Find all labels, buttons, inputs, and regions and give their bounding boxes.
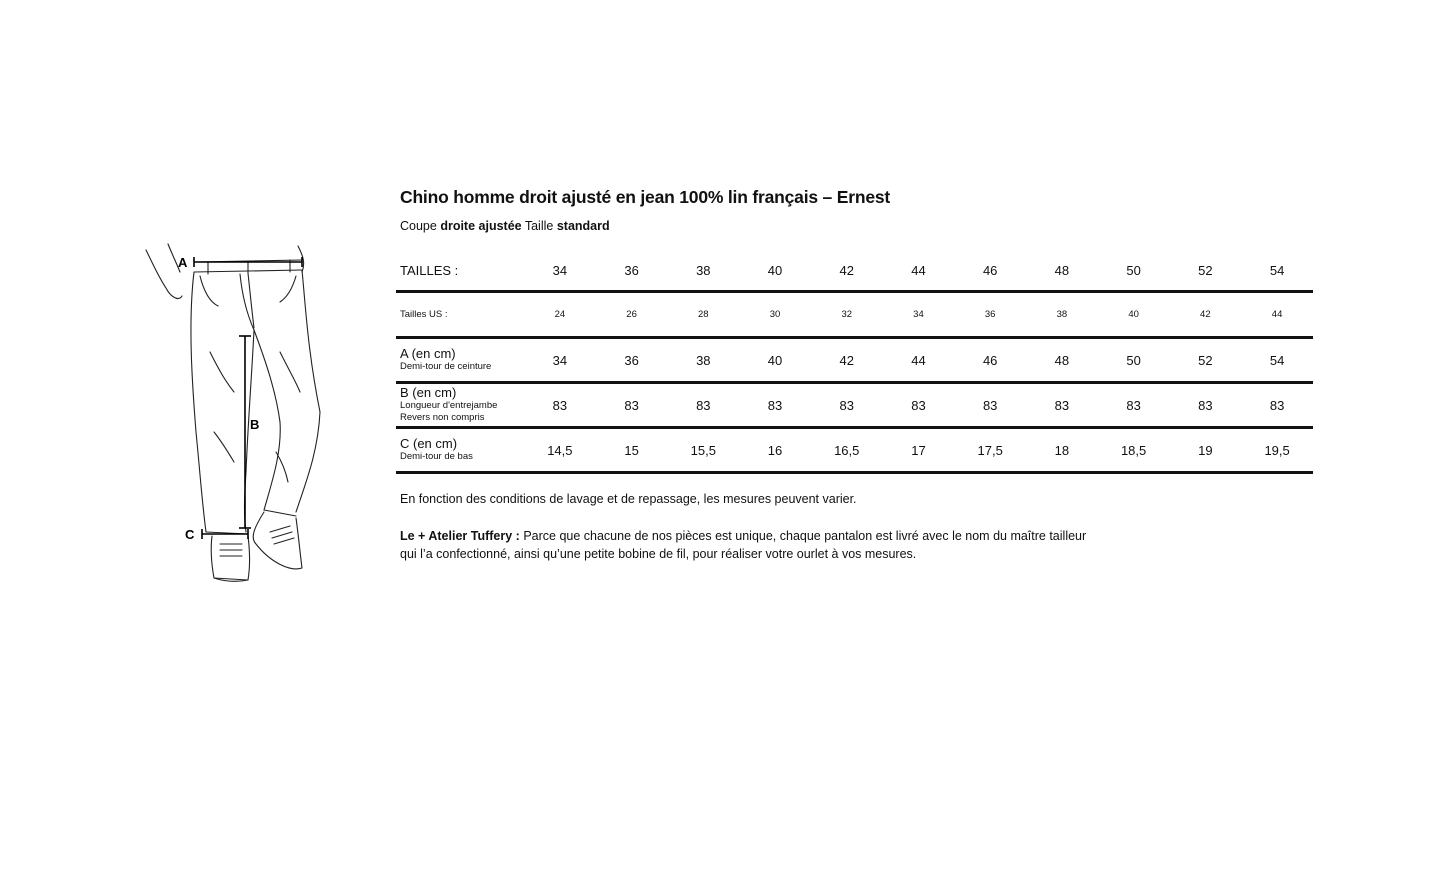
value-cell: 17	[883, 428, 955, 473]
value-cell: 42	[811, 338, 883, 383]
row-a-label: A (en cm)	[400, 346, 456, 361]
value-cell: 16,5	[811, 428, 883, 473]
value-cell: 46	[954, 338, 1026, 383]
size-cell: 34	[552, 262, 568, 278]
measure-label-a: A	[178, 255, 188, 270]
value-cell: 19	[1169, 428, 1241, 473]
us-sizes-label: Tailles US :	[396, 292, 524, 338]
coupe-label: Coupe	[400, 219, 437, 233]
value-cell: 52	[1169, 338, 1241, 383]
us-size-cell: 32	[811, 292, 883, 338]
row-b-label: B (en cm)	[400, 385, 457, 400]
value-cell: 18,5	[1098, 428, 1170, 473]
us-size-cell: 24	[524, 292, 596, 338]
value-cell: 83	[1098, 383, 1170, 428]
value-cell: 17,5	[954, 428, 1026, 473]
us-size-cell: 40	[1098, 292, 1170, 338]
value-cell: 44	[883, 338, 955, 383]
row-b-sublabel-2: Revers non compris	[400, 412, 485, 423]
row-a-label-cell	[396, 338, 524, 383]
value-cell: 83	[1026, 383, 1098, 428]
size-cell: 42	[839, 262, 854, 278]
product-subtitle	[400, 219, 610, 233]
value-cell: 83	[524, 383, 596, 428]
coupe-value: droite ajustée	[440, 219, 522, 233]
atelier-note	[400, 527, 1100, 563]
size-cell: 44	[911, 262, 926, 278]
value-cell: 83	[883, 383, 955, 428]
us-size-cell: 38	[1026, 292, 1098, 338]
value-cell: 40	[739, 338, 811, 383]
size-cell: 52	[1198, 262, 1213, 278]
us-size-cell: 44	[1241, 292, 1313, 338]
sizes-label: TAILLES :	[400, 262, 459, 278]
value-cell: 83	[1169, 383, 1241, 428]
taille-label: Taille	[524, 219, 554, 233]
value-cell: 83	[739, 383, 811, 428]
row-a-sublabel: Demi-tour de ceinture	[400, 361, 492, 372]
atelier-note-label: Le + Atelier Tuffery :	[400, 529, 520, 543]
us-size-cell: 28	[667, 292, 739, 338]
size-table	[396, 250, 1313, 474]
value-cell: 83	[811, 383, 883, 428]
row-b-label-cell	[396, 383, 524, 428]
value-cell: 83	[596, 383, 668, 428]
trousers-illustration	[130, 232, 340, 592]
size-cell: 40	[767, 262, 783, 278]
us-size-cell: 30	[739, 292, 811, 338]
table-row-sizes	[396, 250, 1313, 292]
size-cell: 46	[982, 262, 998, 278]
atelier-note-text: Parce que chacune de nos pièces est unique, chaque pantalon est livré avec le nom du maître tailleur qui l’a confectionné, ainsi qu’une petite bobine de fil, pour réaliser votre ourlet à vos mesures.	[400, 529, 1087, 561]
value-cell: 54	[1241, 338, 1313, 383]
value-cell: 83	[667, 383, 739, 428]
us-size-cell: 26	[596, 292, 668, 338]
measure-label-b: B	[250, 417, 260, 432]
size-cell: 50	[1126, 262, 1141, 278]
value-cell: 83	[1241, 383, 1313, 428]
us-size-cell: 34	[883, 292, 955, 338]
value-cell: 48	[1026, 338, 1098, 383]
value-cell: 34	[524, 338, 596, 383]
trousers-drawing	[130, 232, 340, 592]
table-row-us-sizes	[396, 292, 1313, 338]
us-size-cell: 36	[954, 292, 1026, 338]
value-cell: 16	[739, 428, 811, 473]
value-cell: 14,5	[524, 428, 596, 473]
table-row-a	[396, 338, 1313, 383]
row-c-label: C (en cm)	[400, 436, 458, 451]
size-cell: 48	[1054, 262, 1070, 278]
taille-value: standard	[556, 219, 610, 233]
measure-label-c: C	[185, 527, 195, 542]
row-c-label-cell	[396, 428, 524, 473]
value-cell: 18	[1026, 428, 1098, 473]
us-size-cell: 42	[1169, 292, 1241, 338]
value-cell: 50	[1098, 338, 1170, 383]
table-row-c	[396, 428, 1313, 473]
product-title: Chino homme droit ajusté en jean 100% lin français – Ernest	[400, 187, 891, 207]
size-cell: 54	[1269, 262, 1285, 278]
value-cell: 19,5	[1241, 428, 1313, 473]
value-cell: 15,5	[667, 428, 739, 473]
washing-note: En fonction des conditions de lavage et de repassage, les mesures peuvent varier.	[400, 492, 857, 506]
value-cell: 38	[667, 338, 739, 383]
row-c-sublabel: Demi-tour de bas	[400, 451, 473, 462]
size-cell: 38	[696, 262, 711, 278]
size-cell: 36	[624, 262, 639, 278]
value-cell: 83	[954, 383, 1026, 428]
table-row-b	[396, 383, 1313, 428]
value-cell: 15	[596, 428, 668, 473]
row-b-sublabel: Longueur d'entrejambe	[400, 400, 498, 411]
value-cell: 36	[596, 338, 668, 383]
